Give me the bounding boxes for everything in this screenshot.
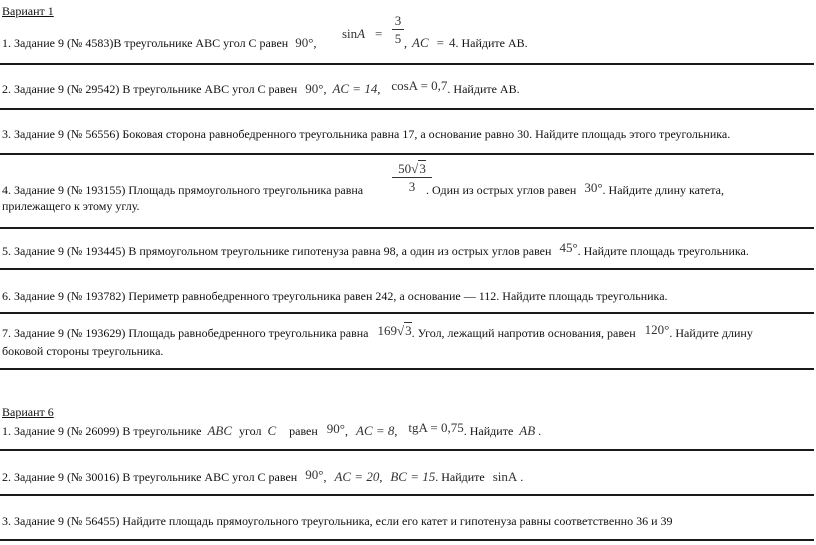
v6-task-1-tg: tgA = 0,75 (408, 420, 464, 435)
task-1-text (2, 36, 316, 50)
task-7-angle: 120° (644, 322, 670, 337)
task-6-text: 6. Задание 9 (№ 193782) Периметр равнобедренного треугольника равен 242, а основание — 112. Найдите площадь треугольника. (2, 289, 668, 303)
task-1-fraction-denominator: 5 (394, 31, 402, 46)
divider (0, 312, 814, 314)
divider (0, 227, 814, 229)
variant-6-task-3-text: 3. Задание 9 (№ 56455) Найдите площадь прямоугольного треугольника, если его катет и гипотенуза равны соответственно 36 и 39 (2, 514, 673, 528)
task-1-ac-value: 4 (448, 35, 456, 50)
task-1-comma: , (313, 36, 317, 50)
task-1-sin-label: sinA (342, 26, 366, 41)
task-1-angle: 90° (295, 35, 314, 50)
task-1-prefix: 1. Задание 9 (№ 4583)В треугольнике АВС угол С равен (2, 36, 289, 50)
v6-task-2-ac: AC = 20 (334, 469, 380, 484)
divider (0, 494, 814, 496)
task-4-text: 4. Задание 9 (№ 193155) Площадь прямоугольного треугольника равна (2, 183, 364, 197)
task-7-area: 169√3 (377, 323, 412, 338)
divider (0, 539, 814, 541)
task-5-angle: 45° (559, 240, 578, 255)
task-4-suffix: . Найдите длину катета, (602, 183, 724, 197)
task-1-fraction (392, 13, 404, 46)
task-5-suffix: . Найдите площадь треугольника. (577, 244, 749, 258)
task-1-suffix: . Найдите АВ. (455, 36, 528, 50)
v6-task-2-sin: sinA (492, 469, 518, 484)
task-1-fraction-numerator: 3 (394, 13, 402, 28)
task-7-suffix: . Найдите длину (669, 326, 753, 340)
v6-task-1-abc: ABC (207, 423, 232, 438)
divider (0, 108, 814, 110)
task-1-tail: , AC = 4. Найдите АВ. (404, 35, 528, 50)
divider (0, 368, 814, 370)
task-2-ac: AC = 14 (332, 81, 378, 96)
v6-task-2-bc: BC = 15 (390, 469, 436, 484)
divider (0, 268, 814, 270)
divider (0, 63, 814, 65)
task-4-text-cont: . Один из острых углов равен 30°. Найдите длину катета, (426, 180, 724, 197)
task-4-fraction-numerator: 50√3 (398, 161, 426, 176)
task-1-equals: = (375, 26, 383, 41)
variant-1-heading: Вариант 1 (2, 4, 54, 18)
v6-task-2-angle: 90° (305, 467, 324, 482)
divider (0, 449, 814, 451)
task-2-cos: cosA = 0,7 (391, 78, 448, 93)
task-4-angle: 30° (584, 180, 603, 195)
v6-task-1-angle: 90° (326, 421, 345, 436)
task-2-angle: 90° (305, 81, 324, 96)
v6-task-1-ac: AC = 8 (356, 423, 395, 438)
task-2-suffix: . Найдите АВ. (447, 82, 520, 96)
task-4-fraction-denominator: 3 (408, 179, 416, 194)
variant-6-task-1-text: 1. Задание 9 (№ 26099) В треугольнике ABC угол C равен 90°, AC = 8, tgA = 0,75. Найдите AB . (2, 420, 542, 438)
divider (0, 153, 814, 155)
task-7-text: 7. Задание 9 (№ 193629) Площадь равнобедренного треугольника равна 169√3. Угол, лежащий напротив основания, равен 120°. Найдите длину (2, 322, 753, 340)
task-7-line-2: боковой стороны треугольника. (2, 344, 164, 358)
variant-6-heading: Вариант 6 (2, 405, 54, 419)
variant-6-task-2-text: 2. Задание 9 (№ 30016) В треугольнике АВС угол С равен 90°, AC = 20, BC = 15. Найдите sinA . (2, 467, 524, 484)
v6-task-1-ab: AB (519, 423, 536, 438)
task-4-line-2: прилежащего к этому углу. (2, 199, 140, 213)
task-1-ac-var: AC (412, 35, 429, 50)
task-2-text: 2. Задание 9 (№ 29542) В треугольнике АВС угол С равен 90°, AC = 14, cosA = 0,7. Найдите АВ. (2, 78, 520, 96)
task-5-text: 5. Задание 9 (№ 193445) В прямоугольном треугольнике гипотенуза равна 98, а один из острых углов равен 45°. Найдите площадь треугольника. (2, 240, 749, 258)
task-3-text: 3. Задание 9 (№ 56556) Боковая сторона равнобедренного треугольника равна 17, а основание равно 30. Найдите площадь этого треугольника. (2, 127, 731, 141)
